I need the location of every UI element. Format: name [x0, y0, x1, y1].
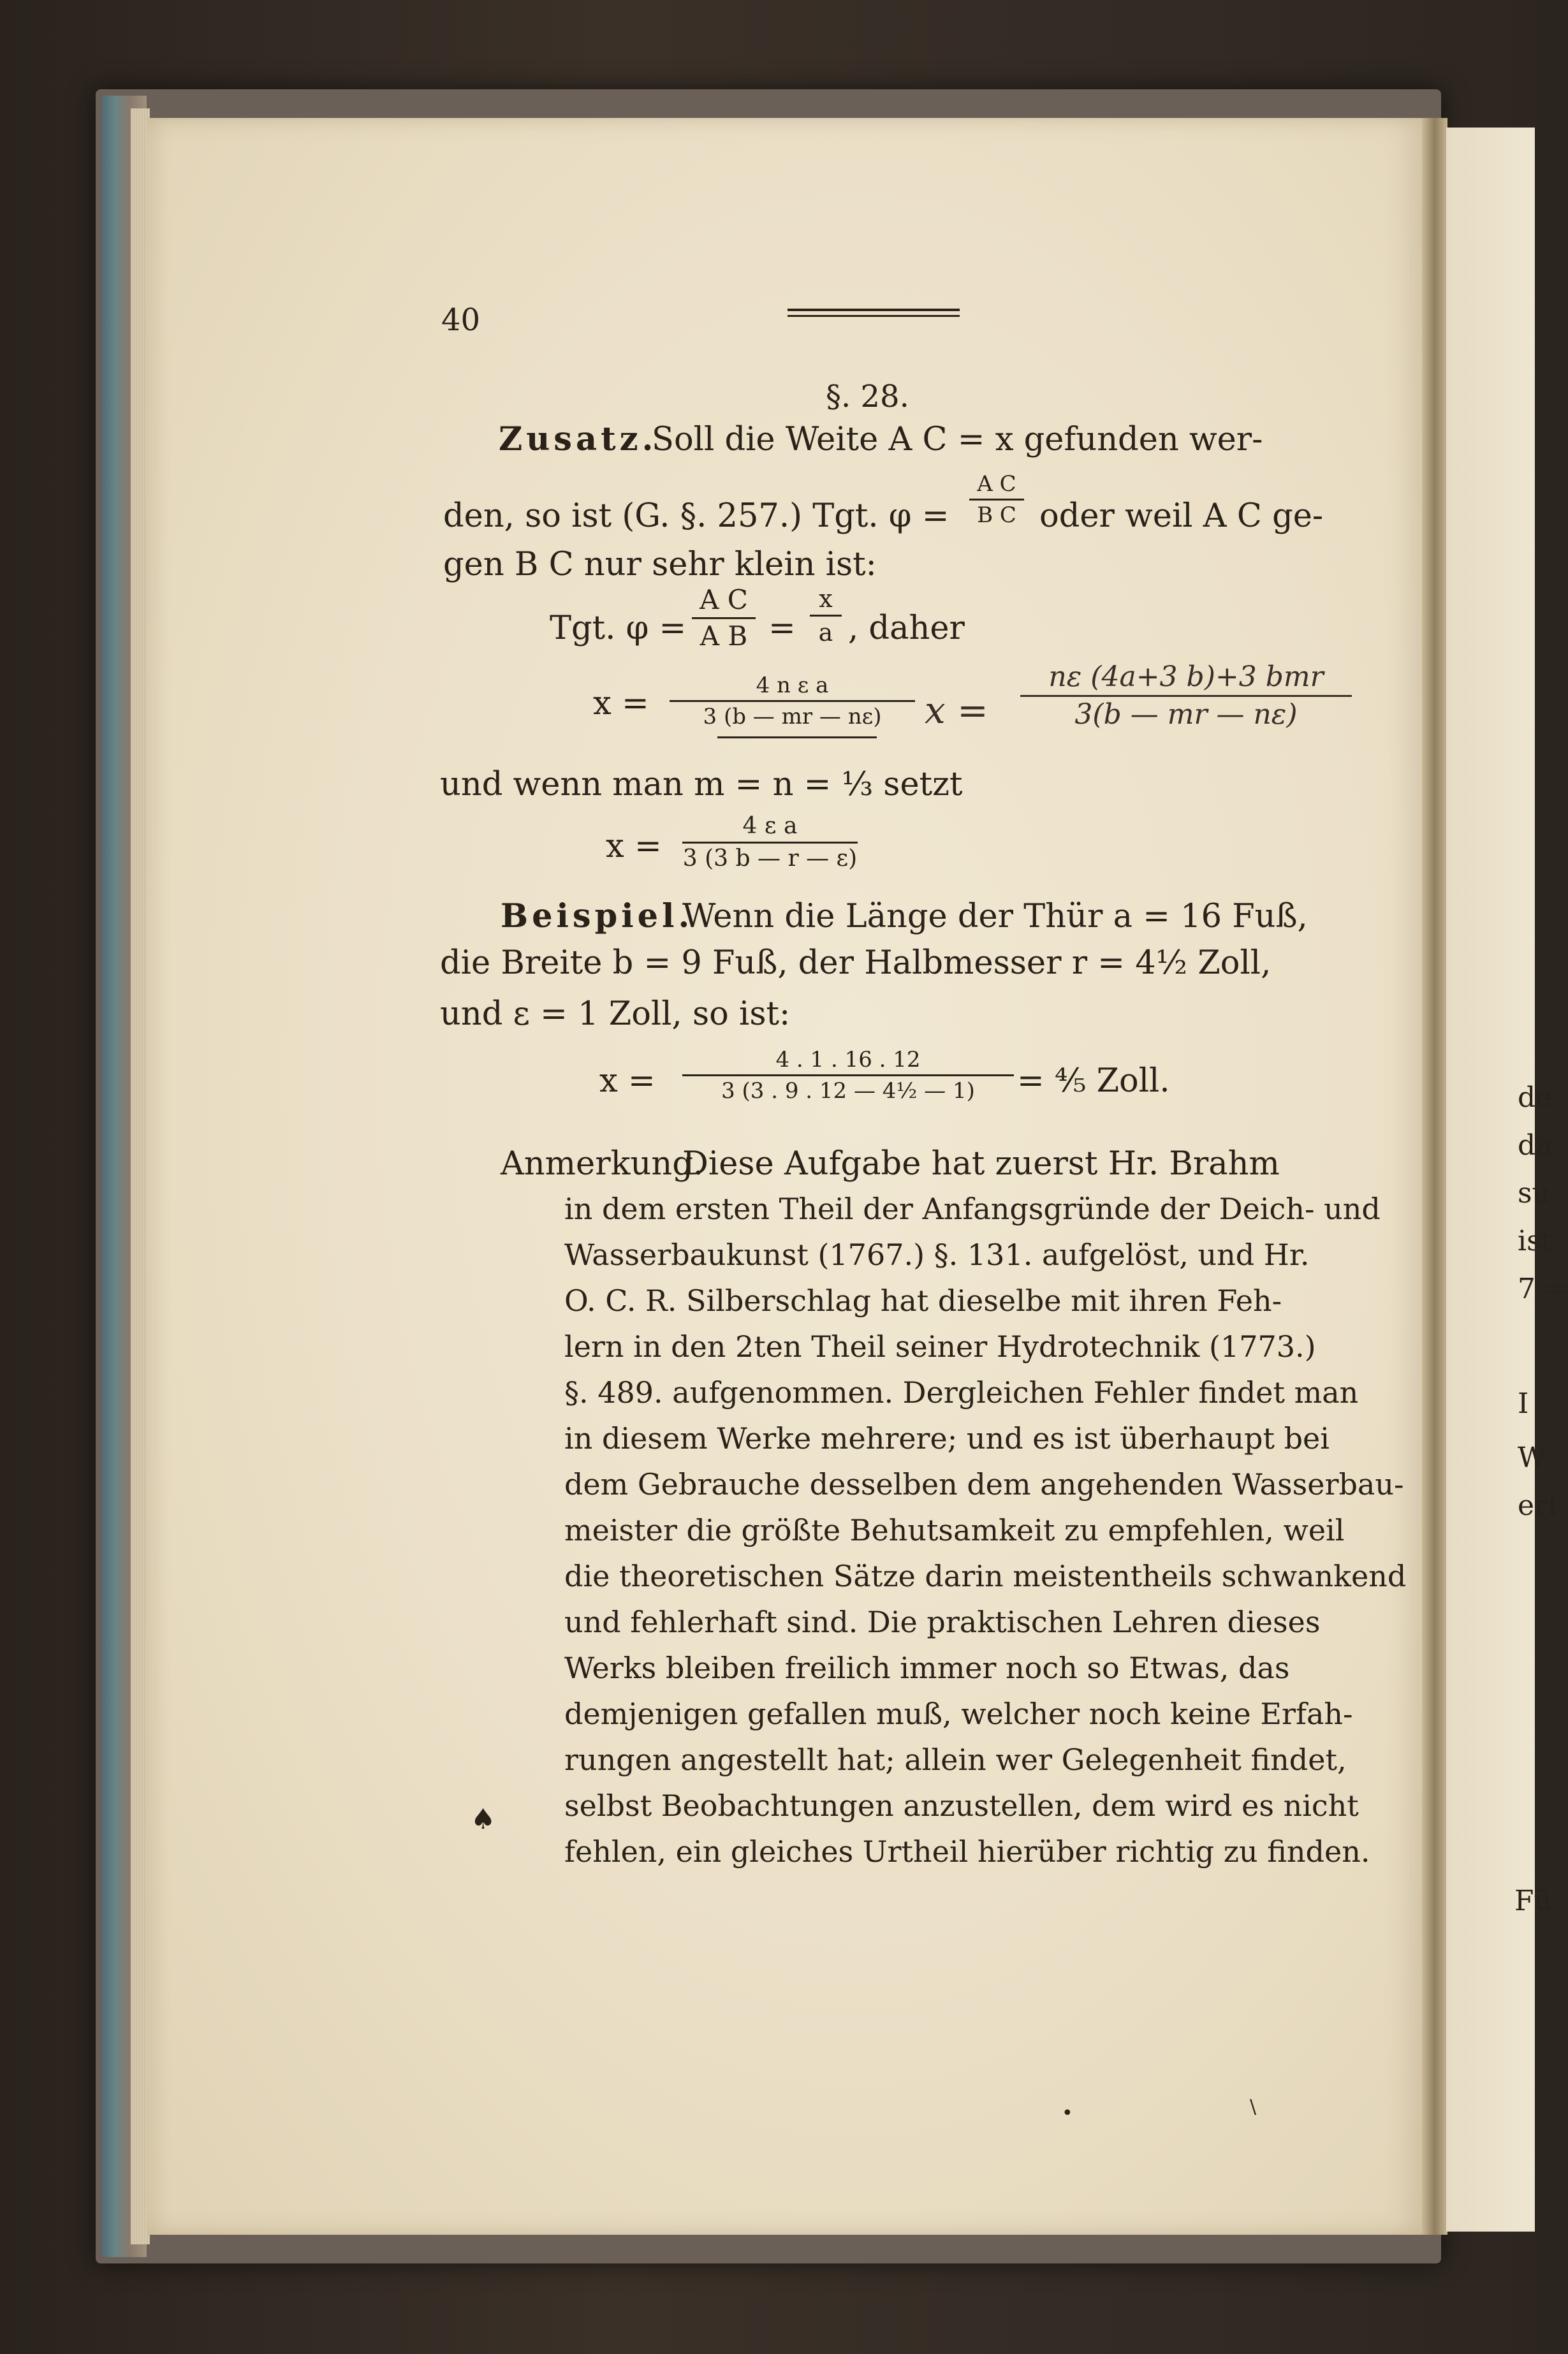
header-rule-bottom [788, 315, 960, 317]
fraction-simplified [682, 815, 858, 870]
handwritten-fraction [1020, 663, 1352, 729]
anmerkung-label: Anmerkung. [501, 1145, 704, 1183]
page-number: 40 [441, 302, 481, 338]
anmerkung-line-5: lern in den 2ten Theil seiner Hydrotechnik (1773.) [564, 1329, 1316, 1364]
fraction-bar [810, 615, 842, 617]
fraction-denominator: a [818, 618, 833, 647]
anmerkung-line-11: und fehlerhaft sind. Die praktischen Lehren dieses [564, 1605, 1321, 1639]
fraction-numerator: 4 . 1 . 16 . 12 [775, 1047, 921, 1072]
anmerkung-line-14: rungen angestellt hat; allein wer Gelegenheit findet, [564, 1743, 1347, 1777]
fraction-numerator: 4 ε a [742, 813, 798, 839]
next-page-fragment: ist [1518, 1225, 1553, 1257]
line-2: den, so ist (G. §. 257.) Tgt. φ = [443, 497, 949, 535]
line-6: und wenn man m = n = ⅓ setzt [440, 766, 963, 803]
anmerkung-line-1: Diese Aufgabe hat zuerst Hr. Brahm [682, 1145, 1280, 1183]
formula-tgt: Tgt. φ = [550, 610, 687, 647]
equals-sign: = [768, 610, 796, 647]
fraction-numerator: nε (4a+3 b)+3 bmr [1048, 661, 1324, 693]
fraction-bar [682, 842, 858, 844]
next-page-fragment: erl [1518, 1489, 1557, 1522]
fraction-numerator: A C [700, 584, 748, 615]
formula-x: x = [593, 685, 649, 722]
printer-mark-icon: ♠ [471, 1803, 496, 1836]
fraction-numerator: 4 n ε a [756, 673, 829, 698]
handwritten-x: x = [925, 689, 988, 732]
example-result: = ⅘ Zoll. [1017, 1062, 1170, 1100]
fraction-denominator: 3 (3 b — r — ε) [682, 845, 858, 872]
beispiel-label: Beispiel. [501, 897, 694, 935]
fraction-bar [1020, 695, 1352, 697]
line-10: und ε = 1 Zoll, so ist: [440, 995, 791, 1033]
fraction-ac-ab [692, 584, 756, 652]
fraction-denominator: B C [977, 502, 1016, 528]
anmerkung-line-2: in dem ersten Theil der Anfangsgründe der Deich- und [564, 1192, 1381, 1226]
ink-speck-icon: • [1062, 2102, 1073, 2124]
anmerkung-line-16: fehlen, ein gleiches Urtheil hierüber richtig zu finden. [564, 1834, 1370, 1869]
book-gutter [1422, 118, 1447, 2235]
anmerkung-line-10: die theoretischen Sätze darin meistentheils schwankend [564, 1559, 1407, 1593]
anmerkung-line-8: dem Gebrauche desselben dem angehenden Wasserbau- [564, 1467, 1404, 1502]
next-page-fragment: W [1518, 1442, 1547, 1474]
fraction-ac-bc [969, 473, 1024, 526]
anmerkung-line-4: O. C. R. Silberschlag hat dieselbe mit ihren Feh- [564, 1283, 1282, 1318]
anmerkung-line-9: meister die größte Behutsamkeit zu empfehlen, weil [564, 1513, 1345, 1547]
anmerkung-line-3: Wasserbaukunst (1767.) §. 131. aufgelöst, und Hr. [564, 1238, 1310, 1272]
next-page-fragment: 7 = [1518, 1273, 1568, 1305]
line-8: Wenn die Länge der Thür a = 16 Fuß, [682, 898, 1308, 935]
strike-through-mark [717, 736, 877, 738]
anmerkung-line-15: selbst Beobachtungen anzustellen, dem wird es nicht [564, 1788, 1359, 1823]
section-heading: §. 28. [826, 379, 909, 414]
fraction-denominator: A B [700, 620, 748, 652]
line-9: die Breite b = 9 Fuß, der Halbmesser r = 4½ Zoll, [440, 944, 1271, 982]
fraction-denominator: 3 (b — mr — nε) [703, 704, 882, 729]
formula-example: x = [599, 1062, 656, 1100]
line-3: gen B C nur sehr klein ist: [443, 546, 877, 583]
fraction-bar [969, 499, 1024, 501]
anmerkung-line-7: in diesem Werke mehrere; und es ist überhaupt bei [564, 1421, 1330, 1456]
next-page-fragment: I [1518, 1387, 1529, 1420]
zusatz-label: Zusatz. [499, 420, 657, 458]
fraction-example [682, 1049, 1014, 1102]
fraction-bar [682, 1074, 1014, 1076]
anmerkung-line-12: Werks bleiben freilich immer noch so Etwas, das [564, 1651, 1290, 1685]
fraction-bar [670, 700, 915, 702]
next-page-fragment: de [1518, 1081, 1553, 1114]
fraction-denominator: 3(b — mr — nε) [1074, 698, 1298, 731]
next-page-fragment: su [1518, 1177, 1550, 1210]
fraction-printed-x [670, 675, 915, 727]
line-2-tail: oder weil A C ge- [1039, 497, 1324, 535]
fraction-numerator: x [819, 585, 833, 613]
fraction-x-a [810, 587, 842, 645]
ink-stroke-icon: \ [1250, 2096, 1257, 2118]
next-page-fragment: da [1518, 1129, 1553, 1162]
next-page-fragment: Fü [1514, 1885, 1552, 1917]
anmerkung-line-13: demjenigen gefallen muß, welcher noch keine Erfah- [564, 1697, 1353, 1731]
header-rule-top [788, 309, 960, 311]
line-4-tail: , daher [848, 610, 965, 647]
fraction-denominator: 3 (3 . 9 . 12 — 4½ — 1) [721, 1078, 975, 1104]
anmerkung-line-6: §. 489. aufgenommen. Dergleichen Fehler findet man [564, 1375, 1359, 1410]
formula-x-2: x = [606, 828, 662, 865]
fraction-bar [692, 617, 756, 619]
fraction-numerator: A C [977, 471, 1016, 497]
line-1: Soll die Weite A C = x gefunden wer- [652, 421, 1263, 458]
